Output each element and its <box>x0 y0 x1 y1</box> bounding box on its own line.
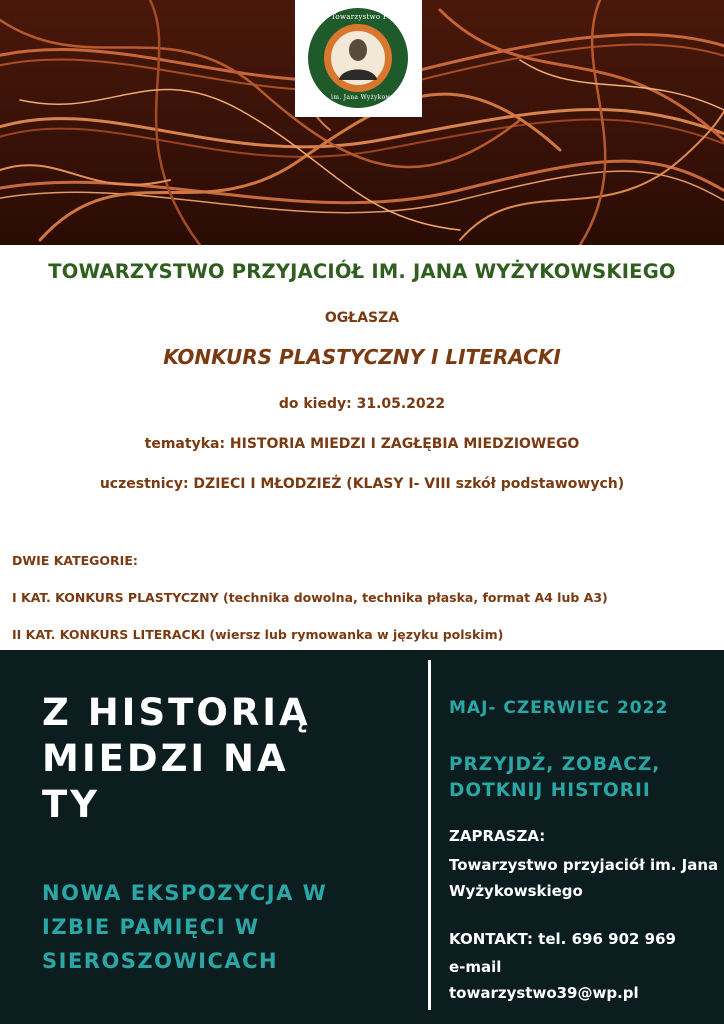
deadline-text: do kiedy: 31.05.2022 <box>278 396 446 412</box>
email-address[interactable]: towarzystwo39@wp.pl <box>449 984 639 1002</box>
topic-text: tematyka: HISTORIA MIEDZI I ZAGŁĘBIA MIEDZIOWEGO <box>144 436 580 452</box>
contact-phone: KONTAKT: tel. 696 902 969 <box>449 930 676 948</box>
announces-label: OGŁASZA <box>324 310 400 326</box>
logo-text-bottom: im. Jana Wyżykowskiego <box>331 94 413 101</box>
vertical-divider <box>428 660 431 1010</box>
email-label: e-mail <box>449 958 502 976</box>
exhibition-subtitle: NOWA EKSPOZYCJA W IZBIE PAMIĘCI W SIEROSZOWICACH <box>42 881 328 973</box>
exhibition-slogan: PRZYJDŹ, ZOBACZ, DOTKNIJ HISTORII <box>449 754 661 801</box>
contest-title: KONKURS PLASTYCZNY I LITERACKI <box>163 345 561 369</box>
copper-wire-banner <box>0 0 724 245</box>
exhibition-dates: MAJ- CZERWIEC 2022 <box>449 698 669 718</box>
category-item: II KAT. KONKURS LITERACKI (wiersz lub rymowanka w języku polskim) <box>12 627 504 642</box>
category-item: I KAT. KONKURS PLASTYCZNY (technika dowolna, technika płaska, format A4 lub A3) <box>12 590 608 605</box>
exhibition-panel <box>0 650 724 1024</box>
exhibition-headline: Z HISTORIĄ MIEDZI NA TY <box>42 691 311 826</box>
invite-label: ZAPRASZA: <box>449 827 546 845</box>
organization-title: TOWARZYSTWO PRZYJACIÓŁ IM. JANA WYŻYKOWSKIEGO <box>48 260 676 283</box>
society-logo <box>295 0 422 117</box>
invite-organization: Towarzystwo przyjaciół im. Jana Wyżykowskiego <box>449 856 719 900</box>
categories-heading: DWIE KATEGORIE: <box>12 553 138 568</box>
participants-text: uczestnicy: DZIECI I MŁODZIEŻ (KLASY I- VIII szkół podstawowych) <box>99 476 625 492</box>
logo-text-top: Towarzystwo Przyjaciół <box>331 13 421 21</box>
